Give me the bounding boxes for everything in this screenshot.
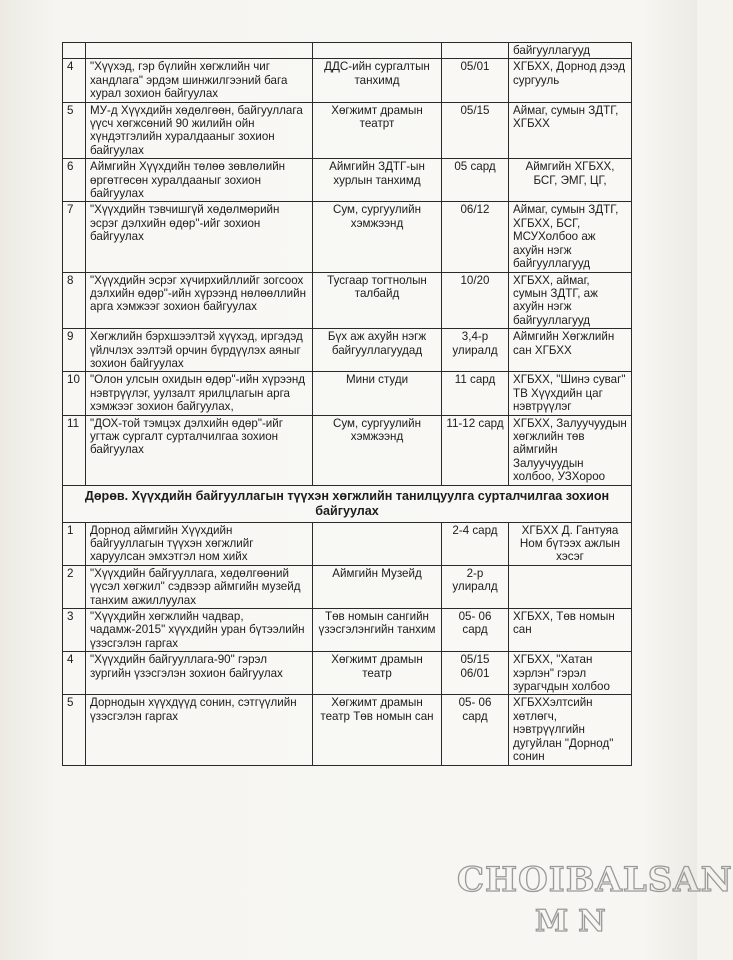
watermark-line1: CHOIBALSAN — [457, 860, 733, 900]
responsible-cell — [509, 565, 632, 608]
activity-cell: "Хүүхэд, гэр бүлийн хөгжлийн чиг хандлага" эрдэм шинжилгээний бага хурал зохион байгуулах — [86, 59, 313, 102]
row-number: 1 — [63, 522, 86, 565]
time-cell: 05/15 06/01 — [442, 652, 509, 695]
time-cell: 05- 06 сард — [442, 695, 509, 765]
row-number: 11 — [63, 415, 86, 485]
table-row — [63, 695, 632, 765]
activity-cell: "Хүүхдийн байгууллага, хөдөлгөөний үүсэл хөгжил" сэдвээр аймгийн музейд танхим ажиллуулах — [86, 565, 313, 608]
responsible-cell: Аймаг, сумын ЗДТГ, ХГБХХ — [509, 102, 632, 159]
place-cell: Хөгжимт драмын театр Төв номын сан — [313, 695, 442, 765]
table-row — [63, 272, 632, 329]
place-cell: Аймгийн ЗДТГ-ын хурлын танхимд — [313, 159, 442, 202]
place-cell: Сум, сургуулийн хэмжээнд — [313, 202, 442, 272]
row-number: 9 — [63, 329, 86, 372]
table-row — [63, 59, 632, 102]
activity-cell: "Хүүхдийн байгууллага-90" гэрэл зургийн үзэсгэлэн зохион байгуулах — [86, 652, 313, 695]
activity-cell: "Хүүхдийн тэвчишгүй хөдөлмөрийн эсрэг дэлхийн өдөр"-ийг зохион байгуулах — [86, 202, 313, 272]
time-cell: 11 сард — [442, 372, 509, 415]
place-cell: Хөгжимт драмын театр — [313, 652, 442, 695]
row-number: 10 — [63, 372, 86, 415]
row-number: 2 — [63, 565, 86, 608]
activity-cell: "Хүүхдийн хөгжлийн чадвар, чадамж-2015" хүүхдийн уран бүтээлийн үзэсгэлэн гаргах — [86, 609, 313, 652]
responsible-cell: Аймгийн ХГБХХ, БСГ, ЭМГ, ЦГ, — [509, 159, 632, 202]
responsible-cell: Аймгийн Хөгжлийн сан ХГБХХ — [509, 329, 632, 372]
time-cell: 2-4 сард — [442, 522, 509, 565]
choibalsan-watermark-logo — [457, 860, 733, 950]
place-cell: Бүх аж ахуйн нэгж байгууллагуудад — [313, 329, 442, 372]
table-row — [63, 522, 632, 565]
table-row — [63, 609, 632, 652]
row-number: 7 — [63, 202, 86, 272]
activity-cell: Хөгжлийн бэрхшээлтэй хүүхэд, иргэдэд үйлчлэх ээлтэй орчин бүрдүүлэх аяныг зохион байгуулах — [86, 329, 313, 372]
time-cell: 11-12 сард — [442, 415, 509, 485]
responsible-cell: ХГБХХ, Дорнод дээд сургууль — [509, 59, 632, 102]
table-row — [63, 159, 632, 202]
row-number: 6 — [63, 159, 86, 202]
activity-cell: "Хүүхдийн эсрэг хүчирхийллийг зогсоох дэлхийн өдөр"-ийн хүрээнд нөлөөллийн арга хэмжээг зохион байгуулах — [86, 272, 313, 329]
activity-cell: МУ-д Хүүхдийн хөдөлгөөн, байгууллага үүсч хөгжсөний 90 жилийн ойн хүндэтгэлийн хуралдааныг зохион байгуулах — [86, 102, 313, 159]
activity-table — [62, 42, 632, 766]
activity-cell: "ДОХ-той тэмцэх дэлхийн өдөр"-ийг угтаж сургалт сурталчилгаа зохион байгуулах — [86, 415, 313, 485]
table-row — [63, 43, 632, 59]
responsible-cell: ХГБХХ, Залуучуудын хөгжлийн төв аймгийн Залуучуудын холбоо, УЗХороо — [509, 415, 632, 485]
activity-cell: Дорнод аймгийн Хүүхдийн байгууллагын түүхэн хөгжлийг харуулсан эмхэтгэл ном хийх — [86, 522, 313, 565]
section-header-row — [63, 485, 632, 522]
row-number: 4 — [63, 59, 86, 102]
time-cell: 2-р улиралд — [442, 565, 509, 608]
place-cell — [313, 522, 442, 565]
responsible-cell: ХГБХХ, "Хатан хэрлэн" гэрэл зурагчдын холбоо — [509, 652, 632, 695]
table-row — [63, 415, 632, 485]
place-cell: Мини студи — [313, 372, 442, 415]
table-row — [63, 202, 632, 272]
responsible-cell: Аймаг, сумын ЗДТГ, ХГБХХ, БСГ, МСУХолбоо аж ахуйн нэгж байгууллагууд — [509, 202, 632, 272]
activity-cell: "Олон улсын охидын өдөр"-ийн хүрээнд нэвтрүүлэг, уулзалт ярилцлагын арга хэмжээг зохион байгуулах, — [86, 372, 313, 415]
place-cell: Төв номын сангийн үзэсгэлэнгийн танхим — [313, 609, 442, 652]
time-cell: 3,4-р улиралд — [442, 329, 509, 372]
table-row — [63, 329, 632, 372]
responsible-cell: ХГБХХ, аймаг, сумын ЗДТГ, аж ахуйн нэгж байгууллагууд — [509, 272, 632, 329]
watermark-line2: MN — [535, 904, 616, 939]
time-cell: 05- 06 сард — [442, 609, 509, 652]
row-number: 5 — [63, 102, 86, 159]
responsible-cell: ХГБХХ, "Шинэ суваг" ТВ Хүүхдийн цаг нэвтрүүлэг — [509, 372, 632, 415]
responsible-cell: байгууллагууд — [509, 43, 632, 59]
row-number: 5 — [63, 695, 86, 765]
responsible-cell: ХГБХХэлтсийн хөтлөгч, нэвтрүүлгийн дугуйлан "Дорнод" сонин — [509, 695, 632, 765]
place-cell: ДДС-ийн сургалтын танхимд — [313, 59, 442, 102]
place-cell: Сум, сургуулийн хэмжээнд — [313, 415, 442, 485]
time-cell: 06/12 — [442, 202, 509, 272]
activity-cell: Дорнодын хүүхдүүд сонин, сэтгүүлийн үзэсгэлэн гаргах — [86, 695, 313, 765]
section-four-rows — [63, 522, 632, 765]
row-number: 8 — [63, 272, 86, 329]
row-number: 4 — [63, 652, 86, 695]
row-number: 3 — [63, 609, 86, 652]
table-row — [63, 372, 632, 415]
time-cell: 05/01 — [442, 59, 509, 102]
time-cell: 10/20 — [442, 272, 509, 329]
place-cell: Тусгаар тогтнолын талбайд — [313, 272, 442, 329]
table-row — [63, 102, 632, 159]
section-three-rows — [63, 59, 632, 485]
activity-cell: Аймгийн Хүүхдийн төлөө зөвлөлийн өргөтгөсөн хуралдааныг зохион байгуулах — [86, 159, 313, 202]
table-row — [63, 652, 632, 695]
responsible-cell: ХГБХХ Д. Гантуяа Ном бүтээх ажлын хэсэг — [509, 522, 632, 565]
time-cell: 05/15 — [442, 102, 509, 159]
place-cell: Аймгийн Музейд — [313, 565, 442, 608]
responsible-cell: ХГБХХ, Төв номын сан — [509, 609, 632, 652]
time-cell: 05 сард — [442, 159, 509, 202]
table-row — [63, 565, 632, 608]
section-title: Дөрөв. Хүүхдийн байгууллагын түүхэн хөгжлийн танилцуулга сурталчилгаа зохион байгуулах — [63, 485, 632, 522]
place-cell: Хөгжимт драмын театрт — [313, 102, 442, 159]
